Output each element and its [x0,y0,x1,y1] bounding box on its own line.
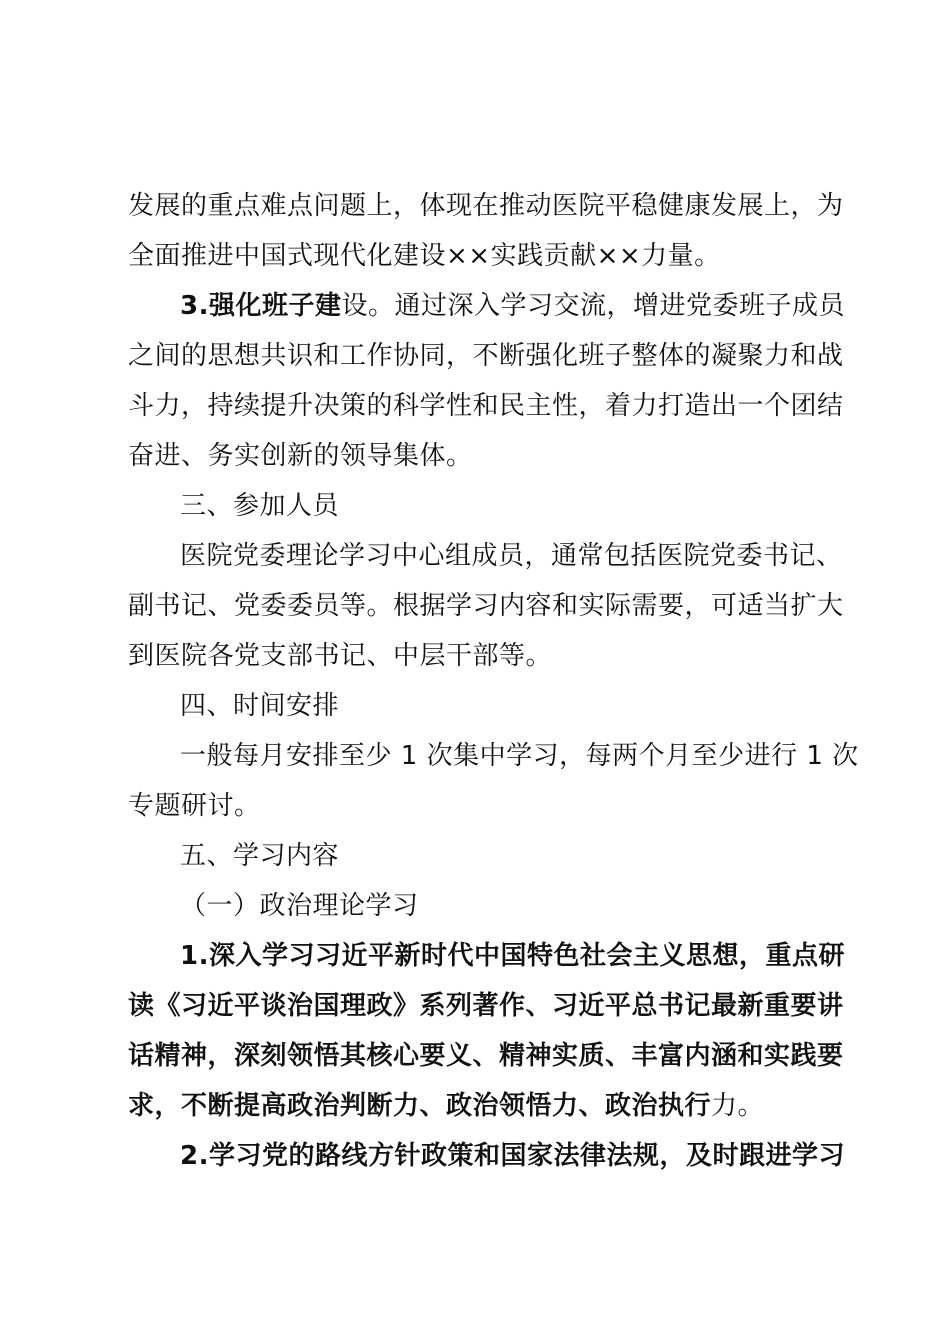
paragraph-line: 之间的思想共识和工作协同，不断强化班子整体的凝聚力和战 [128,341,844,371]
paragraph-line: 斗力，持续提升决策的科学性和民主性，着力打造出一个团结 [128,391,844,421]
paragraph-line: 医院党委理论学习中心组成员，通常包括医院党委书记、 [180,541,843,571]
paragraph-line-bold: 1.深入学习习近平新时代中国特色社会主义思想，重点研 [180,941,845,971]
paragraph-line-bold: 读《习近平谈治国理政》系列著作、习近平总书记最新重要讲 [128,991,844,1021]
section-heading: 四、时间安排 [180,691,340,721]
paragraph-line: 全面推进中国式现代化建设××实践贡献××力量。 [128,241,721,271]
section-heading: 三、参加人员 [180,491,340,521]
subsection-heading: （一）政治理论学习 [180,891,419,921]
section-heading: 五、学习内容 [180,841,340,871]
paragraph-text: 设。通过深入学习交流，增进党委班子成员 [341,291,845,321]
paragraph-line: 一般每月安排至少 1 次集中学习，每两个月至少进行 1 次 [180,741,859,771]
paragraph-text: 力。 [711,1091,765,1121]
paragraph-line [180,290,845,322]
paragraph-line: 发展的重点难点问题上，体现在推动医院平稳健康发展上，为 [128,191,844,221]
paragraph-line-bold: 话精神，深刻领悟其核心要义、精神实质、丰富内涵和实践要 [128,1041,844,1071]
paragraph-line-bold: 2.学习党的路线方针政策和国家法律法规，及时跟进学习 [180,1141,845,1171]
paragraph-line [128,1090,764,1122]
bold-heading-text: 3.强化班子建 [180,291,342,321]
paragraph-line: 副书记、党委委员等。根据学习内容和实际需要，可适当扩大 [128,591,844,621]
paragraph-line: 专题研讨。 [128,791,261,821]
paragraph-line: 奋进、务实创新的领导集体。 [128,441,473,471]
bold-text: 求，不断提高政治判断力、政治领悟力、政治执行 [128,1091,712,1121]
paragraph-line: 到医院各党支部书记、中层干部等。 [128,641,553,671]
